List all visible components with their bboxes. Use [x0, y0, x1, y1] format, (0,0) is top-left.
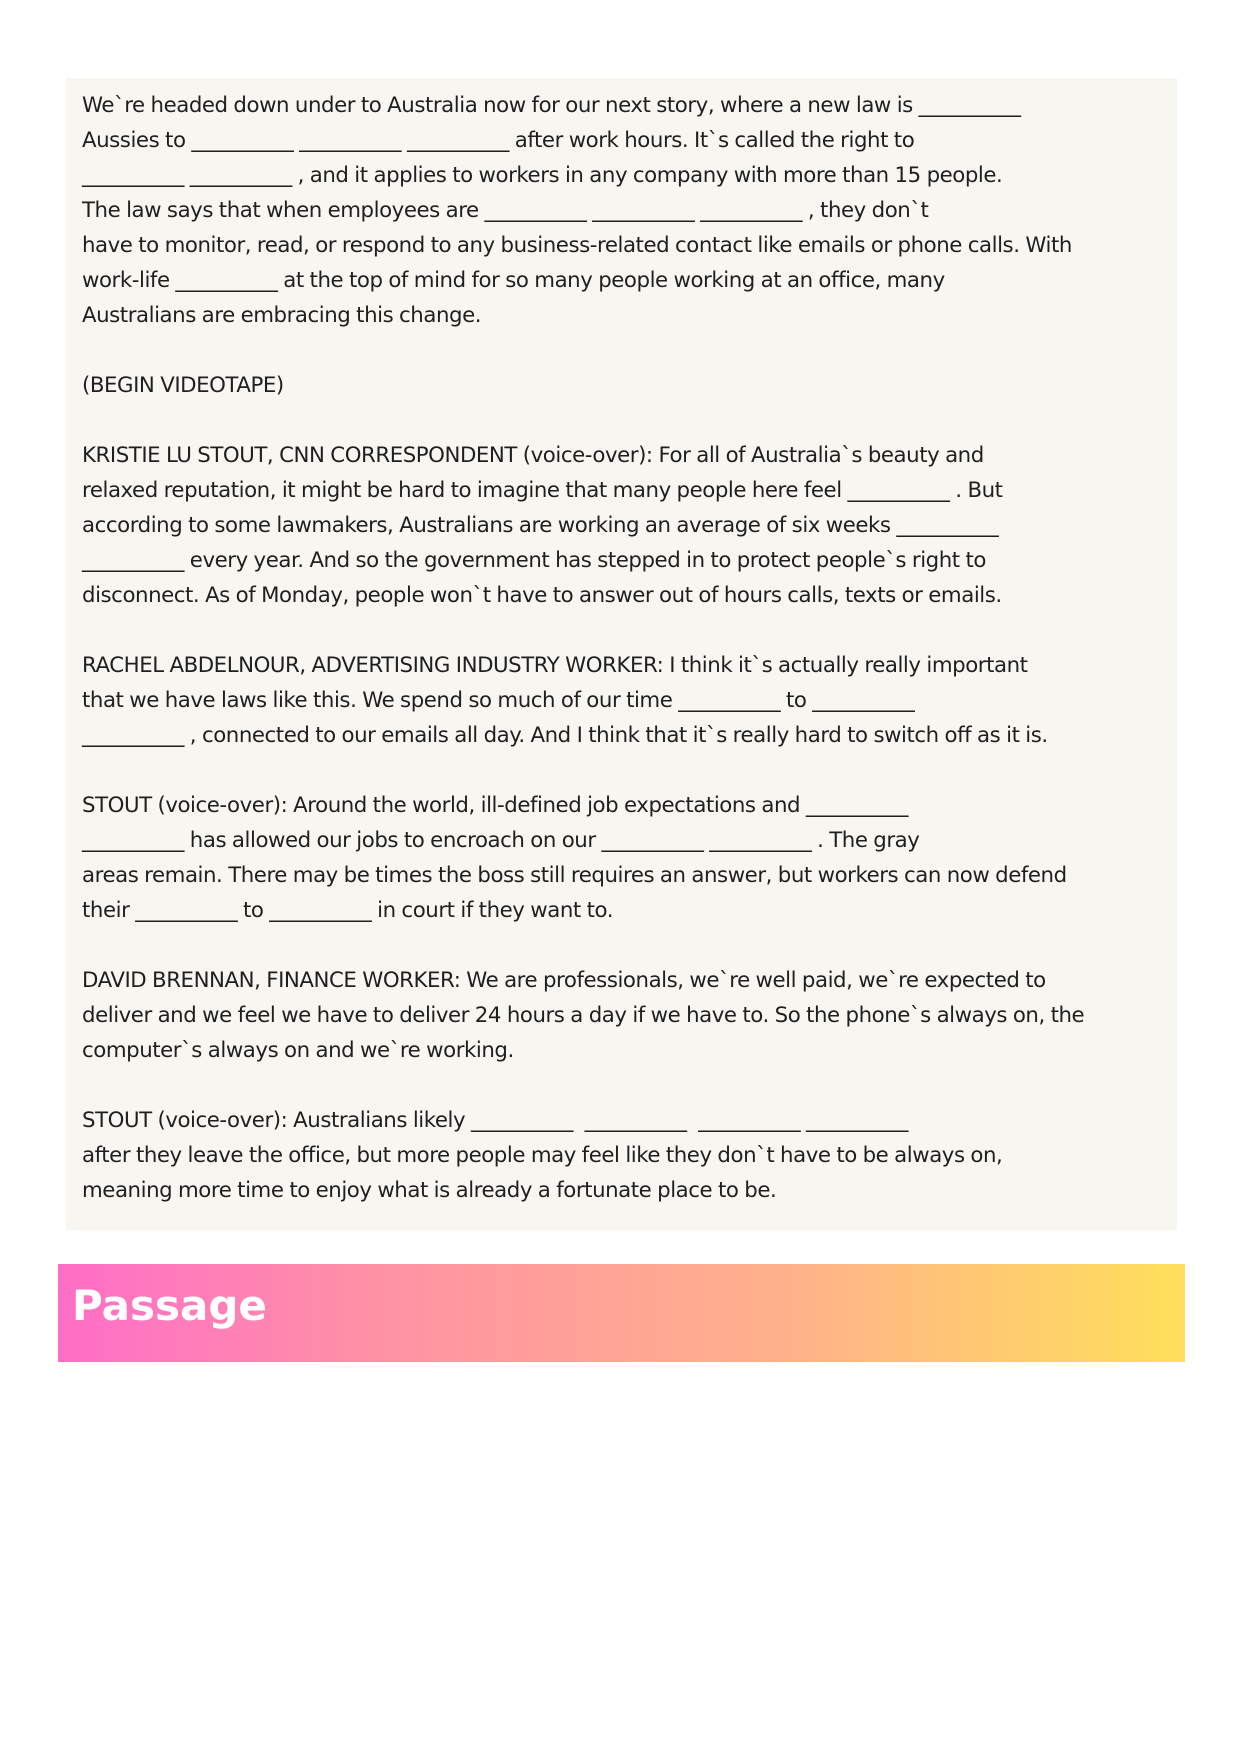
passage-paragraph-abdelnour: RACHEL ABDELNOUR, ADVERTISING INDUSTRY WORKER: I think it`s actually really important that we have laws like this. We spend so much of our time __________ to __________ __________ , connected to our emails all day. And I think that it`s really hard to switch off as it is. [82, 653, 1048, 748]
section-banner-title: Passage [72, 1281, 267, 1330]
section-banner [58, 1264, 1185, 1362]
passage-paragraph-stout-3: STOUT (voice-over): Australians likely __________ __________ __________ __________ after they leave the office, but more people may feel like they don`t have to be always on, meaning more time to enjoy what is already a fortunate place to be. [82, 1108, 1003, 1203]
passage-paragraph-intro: We`re headed down under to Australia now for our next story, where a new law is __________ Aussies to __________ __________ __________ after work hours. It`s called the right to __________ __________ , and it applies to workers in any company with more than 15 people. The law says that when employees are __________ __________ __________ , they don`t have to monitor, read, or respond to any business-related contact like emails or phone calls. With work-life __________ at the top of mind for so many people working at an office, many Australians are embracing this change. [82, 93, 1072, 328]
passage-paragraph-stout-1: KRISTIE LU STOUT, CNN CORRESPONDENT (voice-over): For all of Australia`s beauty and relaxed reputation, it might be hard to imagine that many people here feel __________ . But according to some lawmakers, Australians are working an average of six weeks __________ __________ every year. And so the government has stepped in to protect people`s right to disconnect. As of Monday, people won`t have to answer out of hours calls, texts or emails. [82, 443, 1003, 608]
passage-box [66, 78, 1177, 1230]
passage-paragraph-stout-2: STOUT (voice-over): Around the world, ill-defined job expectations and __________ __________ has allowed our jobs to encroach on our __________ __________ . The gray areas remain. There may be times the boss still requires an answer, but workers can now defend their __________ to __________ in court if they want to. [82, 793, 1067, 923]
passage-paragraph-brennan: DAVID BRENNAN, FINANCE WORKER: We are professionals, we`re well paid, we`re expected to deliver and we feel we have to deliver 24 hours a day if we have to. So the phone`s always on, the computer`s always on and we`re working. [82, 968, 1085, 1063]
passage-paragraph-begin-videotape: (BEGIN VIDEOTAPE) [82, 373, 284, 398]
